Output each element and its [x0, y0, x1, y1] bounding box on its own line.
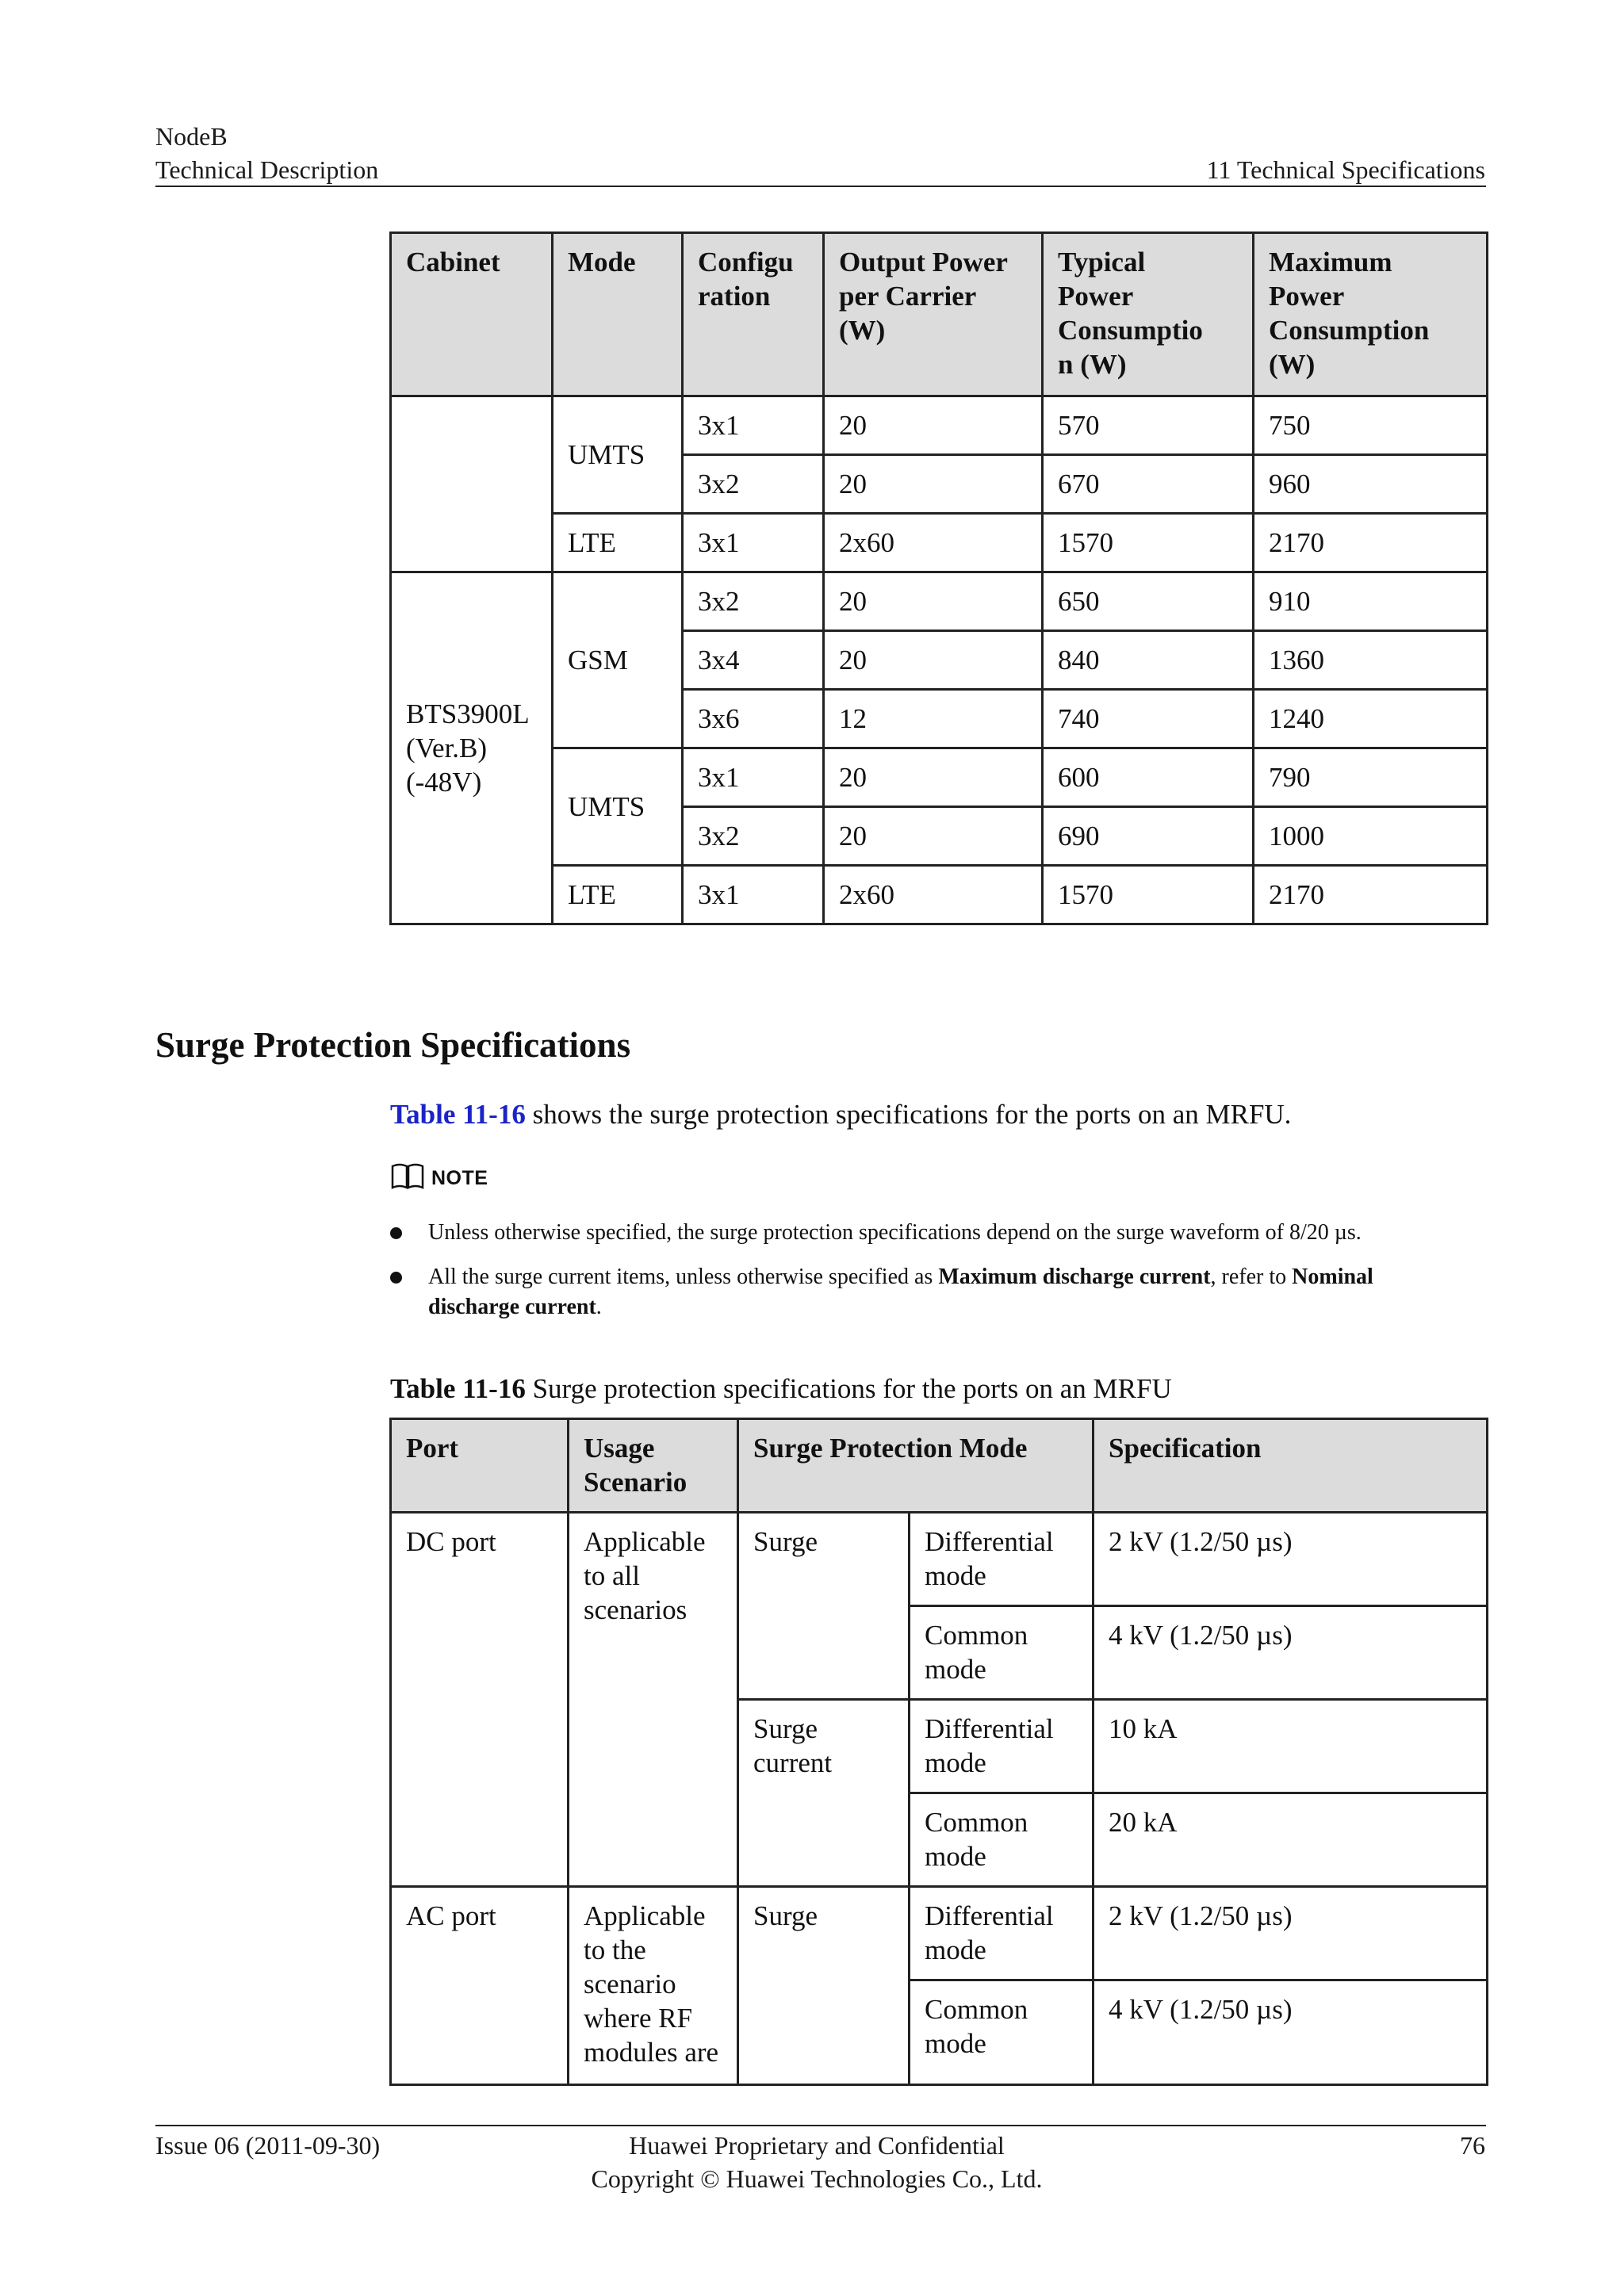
- typical-cell: 690: [1043, 807, 1254, 866]
- table-row: [391, 748, 1488, 807]
- mode-cell: LTE: [553, 514, 683, 572]
- typical-cell: 670: [1043, 455, 1254, 514]
- spec-cell: 20 kA: [1094, 1793, 1488, 1887]
- config-cell: 3x1: [683, 396, 824, 455]
- mode-cell: GSM: [553, 572, 683, 748]
- config-cell: 3x2: [683, 455, 824, 514]
- port-cell: AC port: [391, 1887, 569, 2085]
- header-rule: [155, 186, 1486, 187]
- max-cell: 1240: [1254, 690, 1488, 748]
- config-cell: 3x6: [683, 690, 824, 748]
- spec-cell: 4 kV (1.2/50 µs): [1094, 1606, 1488, 1700]
- col-header-port: Port: [391, 1419, 569, 1513]
- header-product: NodeB: [155, 122, 228, 151]
- max-cell: 2170: [1254, 866, 1488, 924]
- surge-type-cell: Surge: [738, 1887, 910, 2085]
- spec-cell: 2 kV (1.2/50 µs): [1094, 1887, 1488, 1980]
- max-cell: 960: [1254, 455, 1488, 514]
- port-cell: DC port: [391, 1513, 569, 1887]
- col-header-output-power: Output Power per Carrier (W): [824, 233, 1043, 396]
- mode-cell: Differential mode: [910, 1700, 1094, 1793]
- table-row: [391, 514, 1488, 572]
- header-chapter: 11 Technical Specifications: [1206, 155, 1485, 184]
- note-header: [390, 1162, 488, 1195]
- bullet-dot: [390, 1272, 402, 1284]
- typical-cell: 740: [1043, 690, 1254, 748]
- output-cell: 20: [824, 396, 1043, 455]
- typical-cell: 1570: [1043, 866, 1254, 924]
- max-cell: 910: [1254, 572, 1488, 631]
- intro-paragraph: Table 11-16 shows the surge protection specifications for the ports on an MRFU.: [390, 1099, 1292, 1130]
- col-header-maximum-power: Maximum Power Consumption (W): [1254, 233, 1488, 396]
- col-header-surge-protection-mode: Surge Protection Mode: [738, 1419, 1094, 1513]
- surge-table-header-row: [391, 1419, 1488, 1513]
- footer-rule: [155, 2125, 1486, 2126]
- output-cell: 20: [824, 807, 1043, 866]
- mode-cell: Common mode: [910, 1980, 1094, 2085]
- bullet-dot: [390, 1227, 402, 1239]
- power-table-header-row: [391, 233, 1488, 396]
- config-cell: 3x1: [683, 514, 824, 572]
- mode-cell: UMTS: [553, 396, 683, 514]
- mode-cell: UMTS: [553, 748, 683, 866]
- book-icon: [390, 1162, 425, 1195]
- spec-cell: 2 kV (1.2/50 µs): [1094, 1513, 1488, 1606]
- col-header-configuration: Configu ration: [683, 233, 824, 396]
- output-cell: 2x60: [824, 514, 1043, 572]
- col-header-mode: Mode: [553, 233, 683, 396]
- table-row: [391, 1513, 1488, 1606]
- config-cell: 3x4: [683, 631, 824, 690]
- col-header-usage-scenario: Usage Scenario: [569, 1419, 738, 1513]
- output-cell: 12: [824, 690, 1043, 748]
- typical-cell: 1570: [1043, 514, 1254, 572]
- output-cell: 20: [824, 572, 1043, 631]
- cabinet-cell: BTS3900L (Ver.B) (-48V): [391, 572, 553, 924]
- config-cell: 3x2: [683, 807, 824, 866]
- surge-type-cell: Surge current: [738, 1700, 910, 1887]
- footer-copyright: Copyright © Huawei Technologies Co., Ltd.: [591, 2164, 1043, 2193]
- mode-cell: Differential mode: [910, 1887, 1094, 1980]
- table-caption: Table 11-16 Surge protection specifications for the ports on an MRFU: [390, 1373, 1172, 1404]
- note-bullet-text: Unless otherwise specified, the surge protection specifications depend on the surge waveform of 8/20 µs.: [428, 1220, 1362, 1245]
- surge-protection-table: [389, 1418, 1488, 2086]
- table-row: [391, 866, 1488, 924]
- footer-issue: Issue 06 (2011-09-30): [155, 2131, 381, 2160]
- section-title: Surge Protection Specifications: [155, 1025, 631, 1065]
- table-row: [391, 1887, 1488, 1980]
- usage-cell: Applicable to the scenario where RF modules are: [569, 1887, 738, 2085]
- col-header-typical-power: Typical Power Consumptio n (W): [1043, 233, 1254, 396]
- header-doc-title: Technical Description: [155, 155, 379, 184]
- typical-cell: 600: [1043, 748, 1254, 807]
- table-row: [391, 572, 1488, 631]
- config-cell: 3x1: [683, 748, 824, 807]
- page-number: 76: [1460, 2131, 1485, 2160]
- typical-cell: 840: [1043, 631, 1254, 690]
- typical-cell: 650: [1043, 572, 1254, 631]
- footer-confidential: Huawei Proprietary and Confidential: [629, 2131, 1005, 2160]
- table-row: [391, 396, 1488, 455]
- config-cell: 3x1: [683, 866, 824, 924]
- usage-cell: Applicable to all scenarios: [569, 1513, 738, 1887]
- output-cell: 20: [824, 631, 1043, 690]
- note-label: NOTE: [431, 1167, 488, 1189]
- spec-cell: 4 kV (1.2/50 µs): [1094, 1980, 1488, 2085]
- col-header-specification: Specification: [1094, 1419, 1488, 1513]
- surge-type-cell: Surge: [738, 1513, 910, 1700]
- mode-cell: LTE: [553, 866, 683, 924]
- max-cell: 1000: [1254, 807, 1488, 866]
- note-bullet-text: All the surge current items, unless otherwise specified as Maximum discharge current, refer to Nominal discharge current.: [428, 1265, 1373, 1319]
- mode-cell: Common mode: [910, 1793, 1094, 1887]
- table-reference-link[interactable]: Table 11-16: [390, 1099, 526, 1130]
- mode-cell: Common mode: [910, 1606, 1094, 1700]
- typical-cell: 570: [1043, 396, 1254, 455]
- mode-cell: Differential mode: [910, 1513, 1094, 1606]
- max-cell: 2170: [1254, 514, 1488, 572]
- max-cell: 790: [1254, 748, 1488, 807]
- max-cell: 750: [1254, 396, 1488, 455]
- spec-cell: 10 kA: [1094, 1700, 1488, 1793]
- config-cell: 3x2: [683, 572, 824, 631]
- output-cell: 20: [824, 748, 1043, 807]
- col-header-cabinet: Cabinet: [391, 233, 553, 396]
- output-cell: 2x60: [824, 866, 1043, 924]
- cabinet-cell: [391, 396, 553, 572]
- max-cell: 1360: [1254, 631, 1488, 690]
- output-cell: 20: [824, 455, 1043, 514]
- power-consumption-table: [389, 232, 1488, 925]
